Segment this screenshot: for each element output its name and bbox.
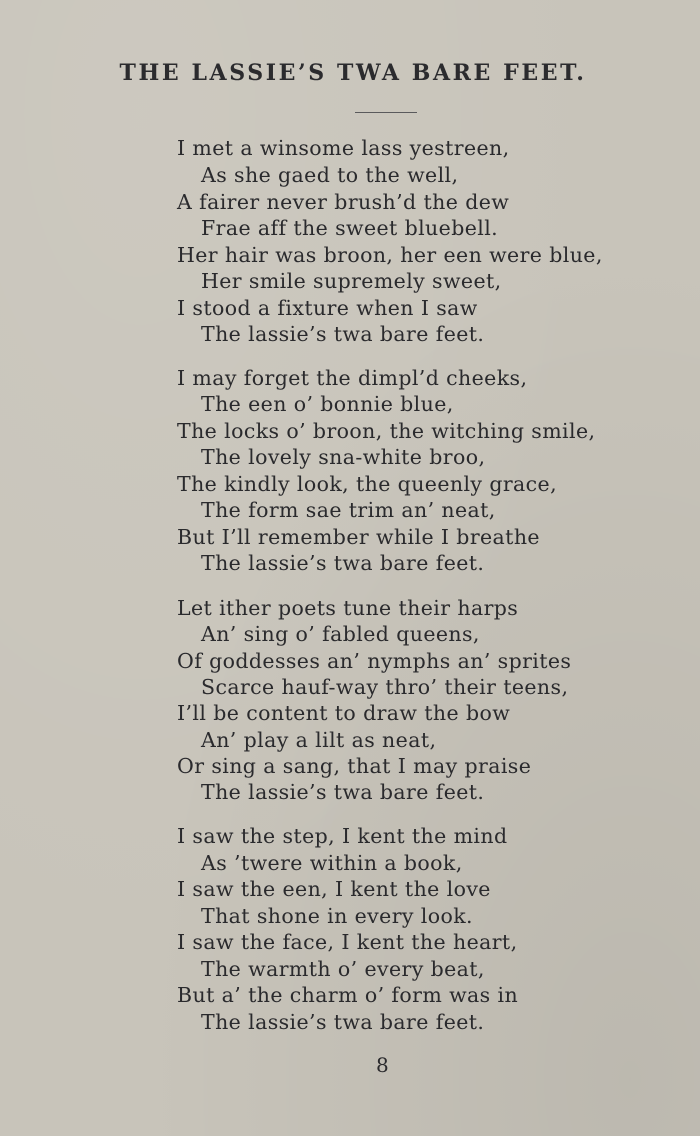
poem-line: The lassie’s twa bare feet. xyxy=(201,551,485,575)
poem-line: The locks o’ broon, the witching smile, xyxy=(177,419,596,443)
poem-line: Of goddesses an’ nymphs an’ sprites xyxy=(177,649,572,673)
poem-title-text: THE LASSIE’S TWA BARE FEET. xyxy=(119,60,587,86)
poem-line: The form sae trim an’ neat, xyxy=(201,498,496,522)
poem-line: Or sing a sang, that I may praise xyxy=(177,754,532,778)
poem-line: Scarce hauf-way thro’ their teens, xyxy=(201,675,569,699)
poem-line: Her smile supremely sweet, xyxy=(201,269,502,293)
poem-line: An’ sing o’ fabled queens, xyxy=(201,622,480,646)
poem-line: As she gaed to the well, xyxy=(201,163,459,187)
poem-line: The lassie’s twa bare feet. xyxy=(201,1010,485,1034)
poem-line: Let ither poets tune their harps xyxy=(177,596,519,620)
poem-line: I stood a fixture when I saw xyxy=(177,296,478,320)
poem-line: I saw the step, I kent the mind xyxy=(177,824,508,848)
poem-line: I met a winsome lass yestreen, xyxy=(177,136,510,160)
poem-line: Her hair was broon, her een were blue, xyxy=(177,243,603,267)
page-number: 8 xyxy=(376,1053,389,1077)
poem-line: I saw the een, I kent the love xyxy=(177,877,491,901)
poem-line: Frae aff the sweet bluebell. xyxy=(201,216,499,240)
poem-line: I’ll be content to draw the bow xyxy=(177,701,511,725)
poem-line: I may forget the dimpl’d cheeks, xyxy=(177,366,528,390)
poem-line: The warmth o’ every beat, xyxy=(201,957,485,981)
poem-line: But a’ the charm o’ form was in xyxy=(177,983,519,1007)
poem-line: But I’ll remember while I breathe xyxy=(177,525,540,549)
poem-line: That shone in every look. xyxy=(201,904,473,928)
poem-line: The kindly look, the queenly grace, xyxy=(177,472,557,496)
poem-line: The lovely sna-white broo, xyxy=(201,445,486,469)
poem-line: A fairer never brush’d the dew xyxy=(177,190,510,214)
poem-line: An’ play a lilt as neat, xyxy=(201,728,437,752)
poem-line: As ’twere within a book, xyxy=(201,851,463,875)
poem-line: The lassie’s twa bare feet. xyxy=(201,780,485,804)
poem-line: The lassie’s twa bare feet. xyxy=(201,322,485,346)
poem-line: I saw the face, I kent the heart, xyxy=(177,930,518,954)
poem-line: The een o’ bonnie blue, xyxy=(201,392,454,416)
